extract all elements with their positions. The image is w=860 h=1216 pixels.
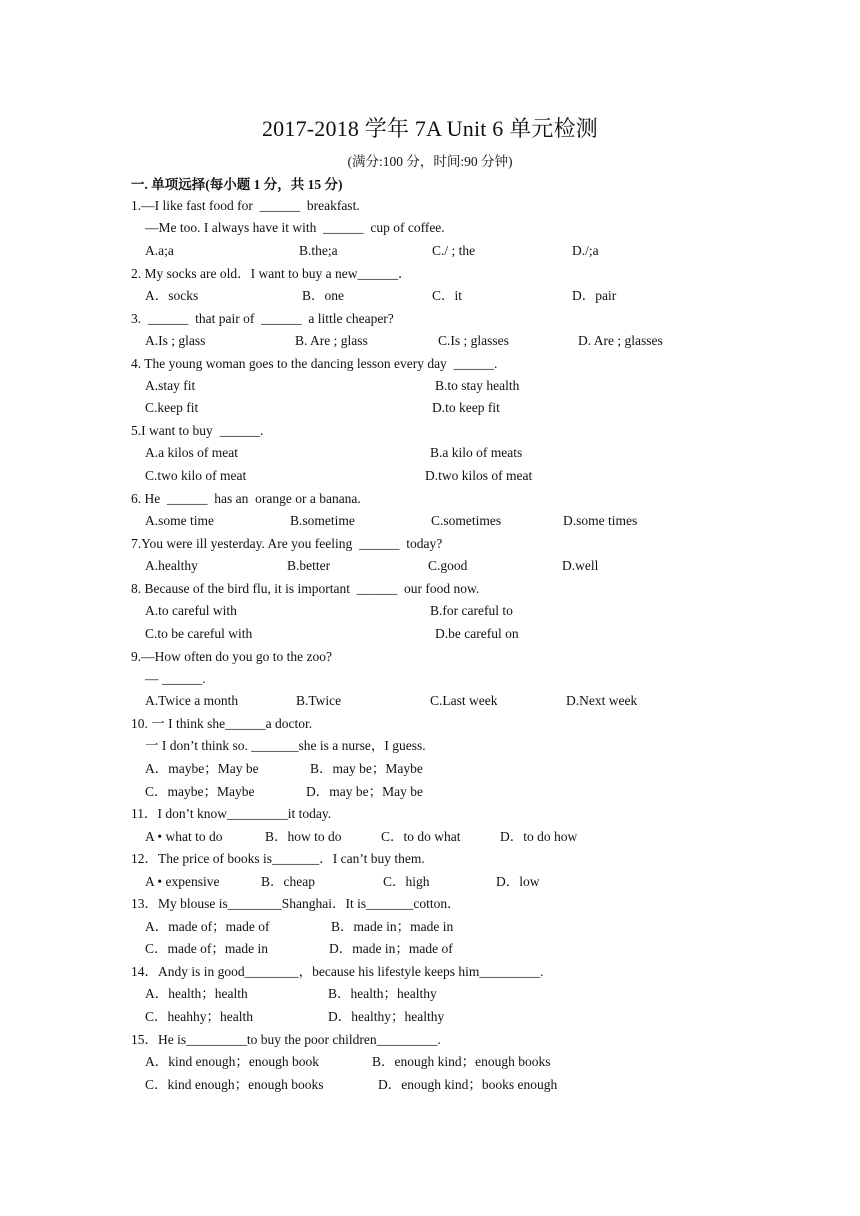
question-8-stem: 8. Because of the bird flu, it is important ______ our food now.	[131, 581, 480, 596]
question-10-option-d: D．may be；May be	[306, 784, 423, 799]
question-15-option-a: A．kind enough；enough book	[145, 1054, 319, 1069]
question-15-option-c: C．kind enough；enough books	[145, 1077, 324, 1092]
question-10-option-a: A．maybe；May be	[145, 761, 259, 776]
question-9-stem: 9.—How often do you go to the zoo?	[131, 649, 332, 664]
question-7-option-a: A.healthy	[145, 558, 198, 573]
question-10-stem-2: 一 I don’t think so. _______she is a nurse，I guess.	[145, 738, 426, 753]
question-11-option-b: B．how to do	[265, 829, 342, 844]
question-5-option-a: A.a kilos of meat	[145, 445, 238, 460]
question-3-option-b: B. Are ; glass	[295, 333, 368, 348]
question-2-option-c: C．it	[432, 288, 463, 303]
question-2-option-d: D．pair	[572, 288, 617, 303]
page-title: 2017-2018 学年 7A Unit 6 单元检测	[261, 116, 598, 141]
question-7-option-b: B.better	[287, 558, 331, 573]
page-subtitle: (满分:100 分，时间:90 分钟)	[347, 154, 513, 169]
question-12-stem: 12．The price of books is_______．I can’t buy them.	[131, 851, 425, 866]
question-3-option-a: A.Is ; glass	[145, 333, 206, 348]
question-4-option-b: B.to stay health	[435, 378, 520, 393]
question-8-option-d: D.be careful on	[435, 626, 519, 641]
question-12-option-a: A • expensive	[145, 874, 220, 889]
question-7-option-d: D.well	[562, 558, 599, 573]
question-14-option-c: C．heahhy；health	[145, 1009, 253, 1024]
question-15-option-b: B．enough kind；enough books	[372, 1054, 551, 1069]
question-3-option-d: D. Are ; glasses	[578, 333, 663, 348]
question-13-stem: 13．My blouse is________Shanghai．It is_______cotton．	[131, 896, 461, 911]
question-7-stem: 7.You were ill yesterday. Are you feeling ______ today?	[131, 536, 443, 551]
question-15-stem: 15．He is_________to buy the poor children_________.	[131, 1032, 441, 1047]
question-13-option-a: A．made of；made of	[145, 919, 270, 934]
question-1-stem-2: —Me too. I always have it with ______ cup of coffee.	[145, 220, 445, 235]
question-6-option-c: C.sometimes	[431, 513, 502, 528]
question-6-stem: 6. He ______ has an orange or a banana.	[131, 491, 361, 506]
question-8-option-b: B.for careful to	[430, 603, 513, 618]
question-4-stem: 4. The young woman goes to the dancing lesson every day ______.	[131, 356, 498, 371]
question-12-option-d: D．low	[496, 874, 540, 889]
question-1-option-c: C./ ; the	[432, 243, 476, 258]
question-2-stem: 2. My socks are old．I want to buy a new______．	[131, 266, 412, 281]
question-14-option-b: B．health；healthy	[328, 986, 437, 1001]
question-6-option-a: A.some time	[145, 513, 214, 528]
question-12-option-b: B．cheap	[261, 874, 315, 889]
question-11-option-a: A • what to do	[145, 829, 223, 844]
question-10-option-c: C．maybe；Maybe	[145, 784, 255, 799]
question-4-option-a: A.stay fit	[145, 378, 196, 393]
question-5-option-b: B.a kilo of meats	[430, 445, 523, 460]
question-1-option-d: D./;a	[572, 243, 599, 258]
question-9-option-c: C.Last week	[430, 693, 498, 708]
question-11-option-d: D．to do how	[500, 829, 578, 844]
question-2-option-b: B．one	[302, 288, 344, 303]
question-14-option-d: D．healthy；healthy	[328, 1009, 445, 1024]
question-13-option-d: D．made in；made of	[329, 941, 453, 956]
question-5-option-c: C.two kilo of meat	[145, 468, 247, 483]
question-14-option-a: A．health；health	[145, 986, 248, 1001]
question-3-option-c: C.Is ; glasses	[438, 333, 509, 348]
question-13-option-b: B．made in；made in	[331, 919, 454, 934]
question-14-stem: 14．Andy is in good________，because his lifestyle keeps him_________.	[131, 964, 544, 979]
question-4-option-c: C.keep fit	[145, 400, 199, 415]
question-6-option-d: D.some times	[563, 513, 638, 528]
question-1-option-a: A.a;a	[145, 243, 174, 258]
question-6-option-b: B.sometime	[290, 513, 355, 528]
question-12-option-c: C．high	[383, 874, 430, 889]
question-2-option-a: A．socks	[145, 288, 199, 303]
question-11-option-c: C．to do what	[381, 829, 461, 844]
section-heading: 一. 单项远择(每小题 1 分，共 15 分)	[131, 177, 343, 192]
question-11-stem: 11．I don’t know_________it today.	[131, 806, 332, 821]
question-9-stem-2: — ______.	[145, 671, 206, 686]
question-5-stem: 5.I want to buy ______.	[131, 423, 264, 438]
question-8-option-c: C.to be careful with	[145, 626, 253, 641]
question-3-stem: 3. ______ that pair of ______ a little cheaper?	[131, 311, 394, 326]
question-9-option-a: A.Twice a month	[145, 693, 239, 708]
question-10-option-b: B．may be；Maybe	[310, 761, 423, 776]
question-13-option-c: C．made of；made in	[145, 941, 268, 956]
question-9-option-b: B.Twice	[296, 693, 342, 708]
question-4-option-d: D.to keep fit	[432, 400, 500, 415]
question-15-option-d: D．enough kind；books enough	[378, 1077, 558, 1092]
question-7-option-c: C.good	[428, 558, 468, 573]
question-8-option-a: A.to careful with	[145, 603, 237, 618]
question-5-option-d: D.two kilos of meat	[425, 468, 533, 483]
question-1-option-b: B.the;a	[299, 243, 338, 258]
question-9-option-d: D.Next week	[566, 693, 638, 708]
question-10-stem: 10. 一 I think she______a doctor.	[131, 716, 313, 731]
question-1-stem: 1.—I like fast food for ______ breakfast.	[131, 198, 360, 213]
